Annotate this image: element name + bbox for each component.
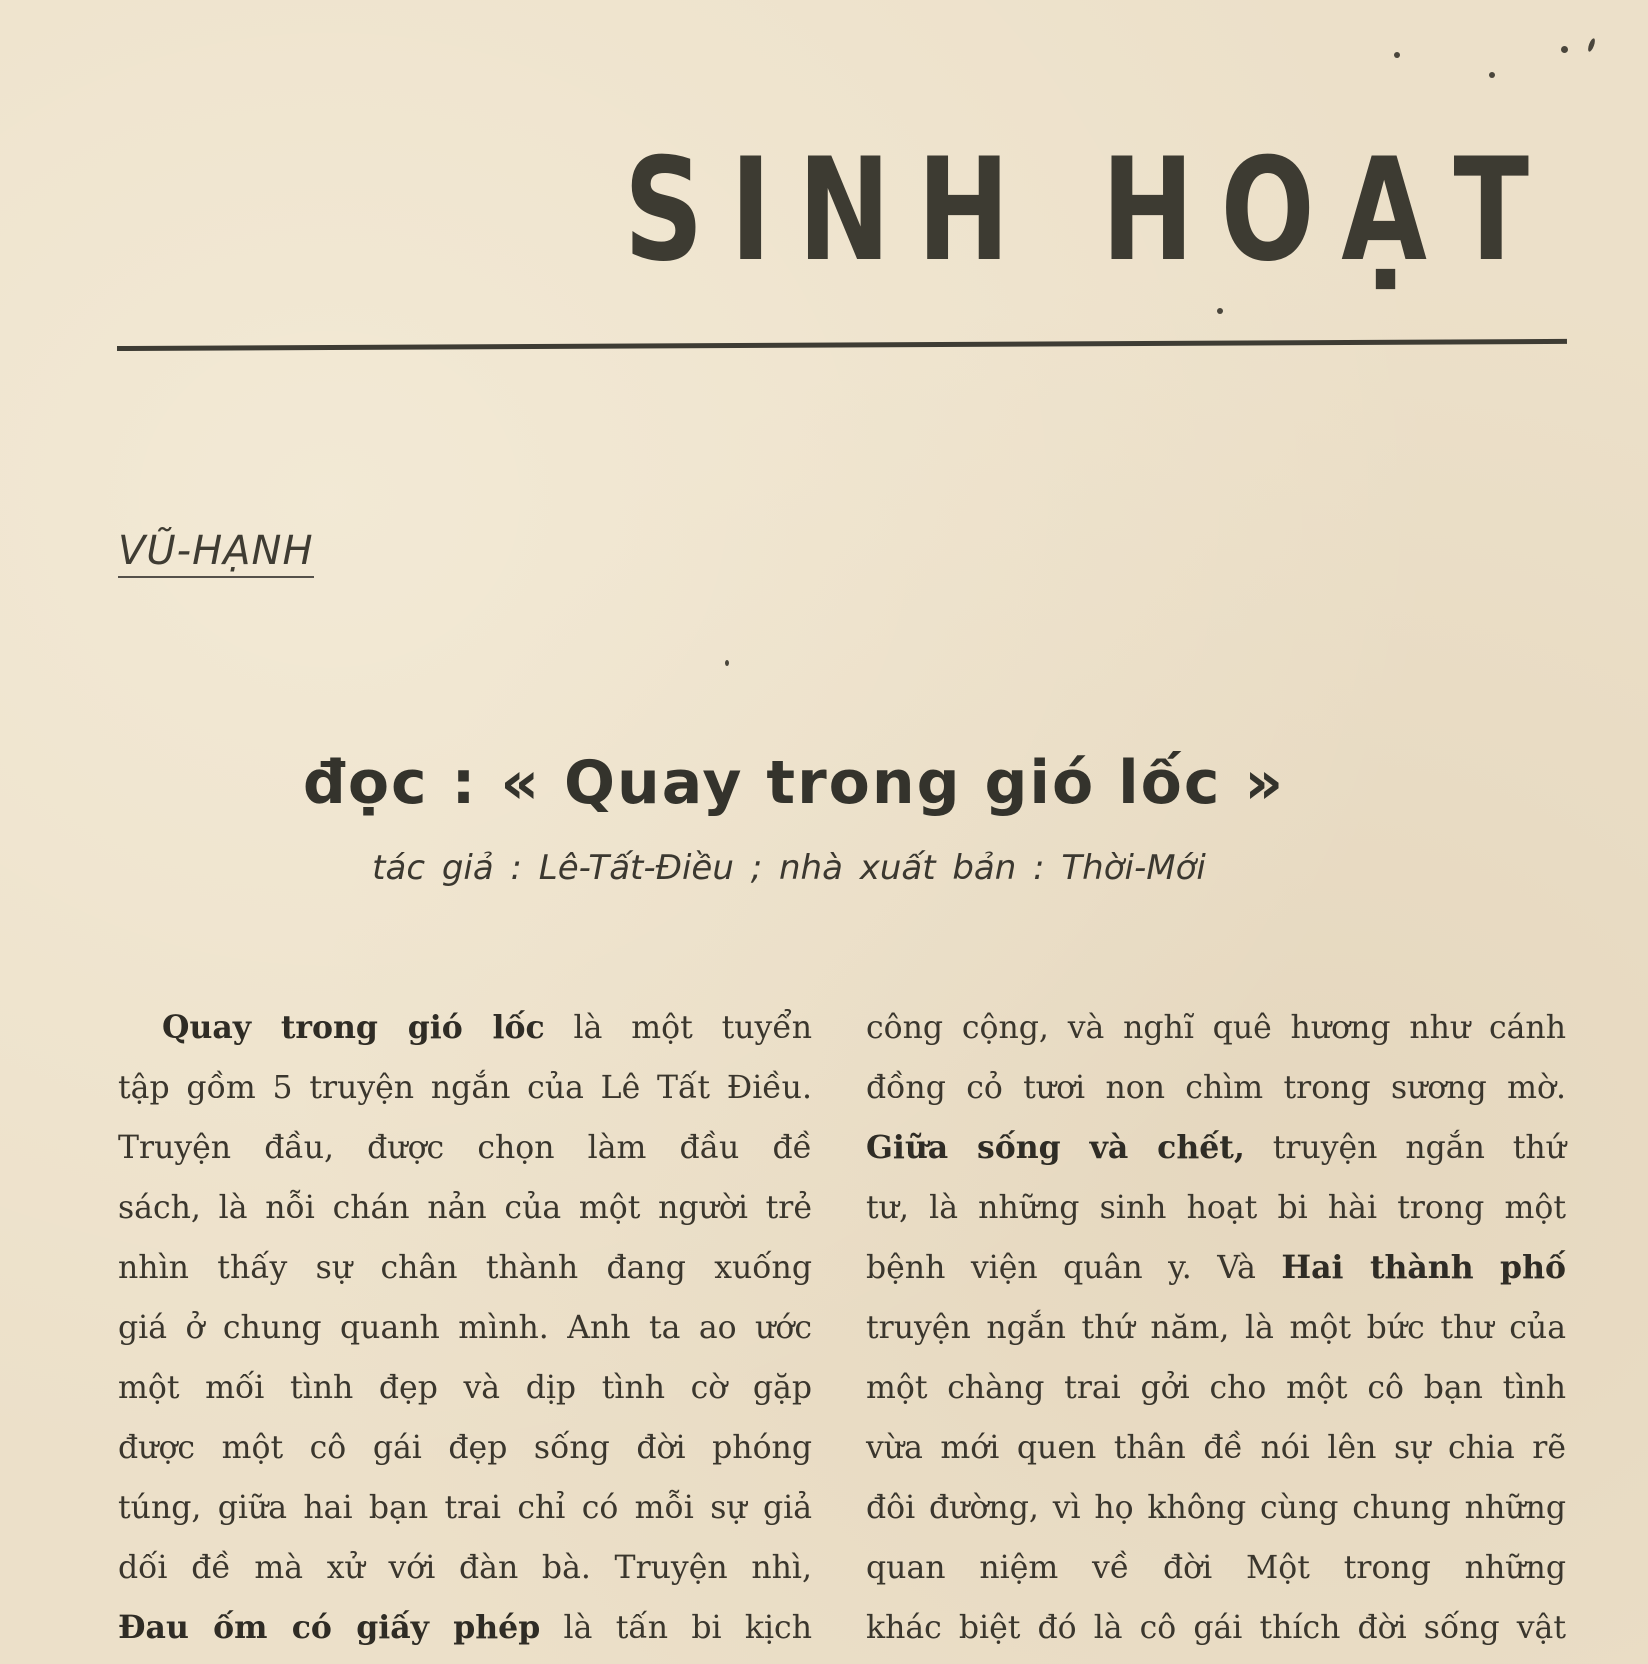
line-text: túng, giữa hai bạn trai chỉ có mỗi sự giả bbox=[118, 1490, 812, 1526]
text-line bbox=[118, 1238, 812, 1298]
text-line bbox=[866, 998, 1566, 1058]
text-line bbox=[866, 1178, 1566, 1238]
ink-speck bbox=[1561, 46, 1568, 53]
text-line bbox=[118, 1598, 812, 1658]
left-column bbox=[118, 998, 812, 1658]
line-text: tư, là những sinh hoạt bi hài trong một bbox=[866, 1190, 1566, 1226]
story-title-emphasis: Hai thành phố bbox=[1281, 1249, 1566, 1286]
right-column bbox=[866, 998, 1566, 1658]
article-subtitle bbox=[0, 848, 1648, 888]
line-text: truyện ngắn thứ bbox=[1244, 1130, 1566, 1166]
line-text: là tấn bi kịch bbox=[540, 1610, 812, 1646]
section-title: SINH HOẠT bbox=[624, 128, 1556, 293]
ink-speck bbox=[1394, 52, 1400, 58]
ink-speck bbox=[1489, 72, 1495, 78]
line-text: bệnh viện quân y. Và bbox=[866, 1250, 1282, 1286]
text-line bbox=[118, 1118, 812, 1178]
line-text: đồng cỏ tươi non chìm trong sương mờ. bbox=[866, 1070, 1566, 1106]
line-text: truyện ngắn thứ năm, là một bức thư của bbox=[866, 1310, 1566, 1346]
text-line bbox=[866, 1238, 1566, 1298]
story-title-emphasis: Đau ốm có giấy phép bbox=[118, 1609, 541, 1646]
line-text: được một cô gái đẹp sống đời phóng bbox=[118, 1430, 812, 1466]
text-line bbox=[118, 1358, 812, 1418]
line-text: sách, là nỗi chán nản của một người trẻ bbox=[118, 1190, 812, 1226]
book-title-emphasis: Quay trong gió lốc bbox=[162, 1009, 545, 1046]
ink-speck bbox=[1217, 308, 1223, 314]
line-text: tập gồm 5 truyện ngắn của Lê Tất Điều. bbox=[118, 1070, 812, 1106]
header-rule bbox=[117, 339, 1567, 351]
author-byline: VŨ-HẠNH bbox=[118, 528, 314, 578]
line-text: một mối tình đẹp và dịp tình cờ gặp bbox=[118, 1370, 812, 1406]
author-name: Lê-Tất-Điều ; bbox=[538, 848, 763, 888]
story-title-emphasis: Giữa sống và chết, bbox=[866, 1129, 1245, 1166]
line-text: một chàng trai gởi cho một cô bạn tình bbox=[866, 1370, 1566, 1406]
line-text: vừa mới quen thân đề nói lên sự chia rẽ bbox=[866, 1430, 1566, 1466]
text-line bbox=[118, 1058, 812, 1118]
article-title: đọc : « Quay trong gió lốc » bbox=[302, 748, 1286, 818]
line-text: Truyện đầu, được chọn làm đầu đề bbox=[118, 1130, 812, 1166]
text-line bbox=[118, 1538, 812, 1598]
line-text: là một tuyển bbox=[544, 1010, 812, 1046]
text-line bbox=[866, 1478, 1566, 1538]
line-text: đôi đường, vì họ không cùng chung những bbox=[866, 1490, 1566, 1526]
line-text: dối đề mà xử với đàn bà. Truyện nhì, bbox=[118, 1550, 812, 1586]
text-line bbox=[118, 998, 812, 1058]
text-line bbox=[118, 1478, 812, 1538]
text-line bbox=[866, 1358, 1566, 1418]
line-text: công cộng, và nghĩ quê hương như cánh bbox=[866, 1010, 1566, 1046]
ink-speck bbox=[1587, 38, 1596, 53]
line-text: nhìn thấy sự chân thành đang xuống bbox=[118, 1250, 812, 1286]
publisher-label: nhà xuất bản : bbox=[778, 848, 1045, 888]
text-line bbox=[866, 1538, 1566, 1598]
author-label: tác giả : bbox=[372, 848, 522, 888]
text-line bbox=[118, 1418, 812, 1478]
line-text: quan niệm về đời Một trong những bbox=[866, 1550, 1566, 1586]
line-text: giá ở chung quanh mình. Anh ta ao ước bbox=[118, 1310, 812, 1346]
ink-speck bbox=[725, 660, 729, 666]
text-line bbox=[118, 1298, 812, 1358]
text-line bbox=[866, 1598, 1566, 1658]
text-line bbox=[866, 1298, 1566, 1358]
line-text: khác biệt đó là cô gái thích đời sống vật bbox=[866, 1610, 1566, 1646]
text-line bbox=[118, 1178, 812, 1238]
text-line bbox=[866, 1418, 1566, 1478]
text-line bbox=[866, 1058, 1566, 1118]
text-line bbox=[866, 1118, 1566, 1178]
publisher-name: Thời-Mới bbox=[1061, 848, 1206, 888]
